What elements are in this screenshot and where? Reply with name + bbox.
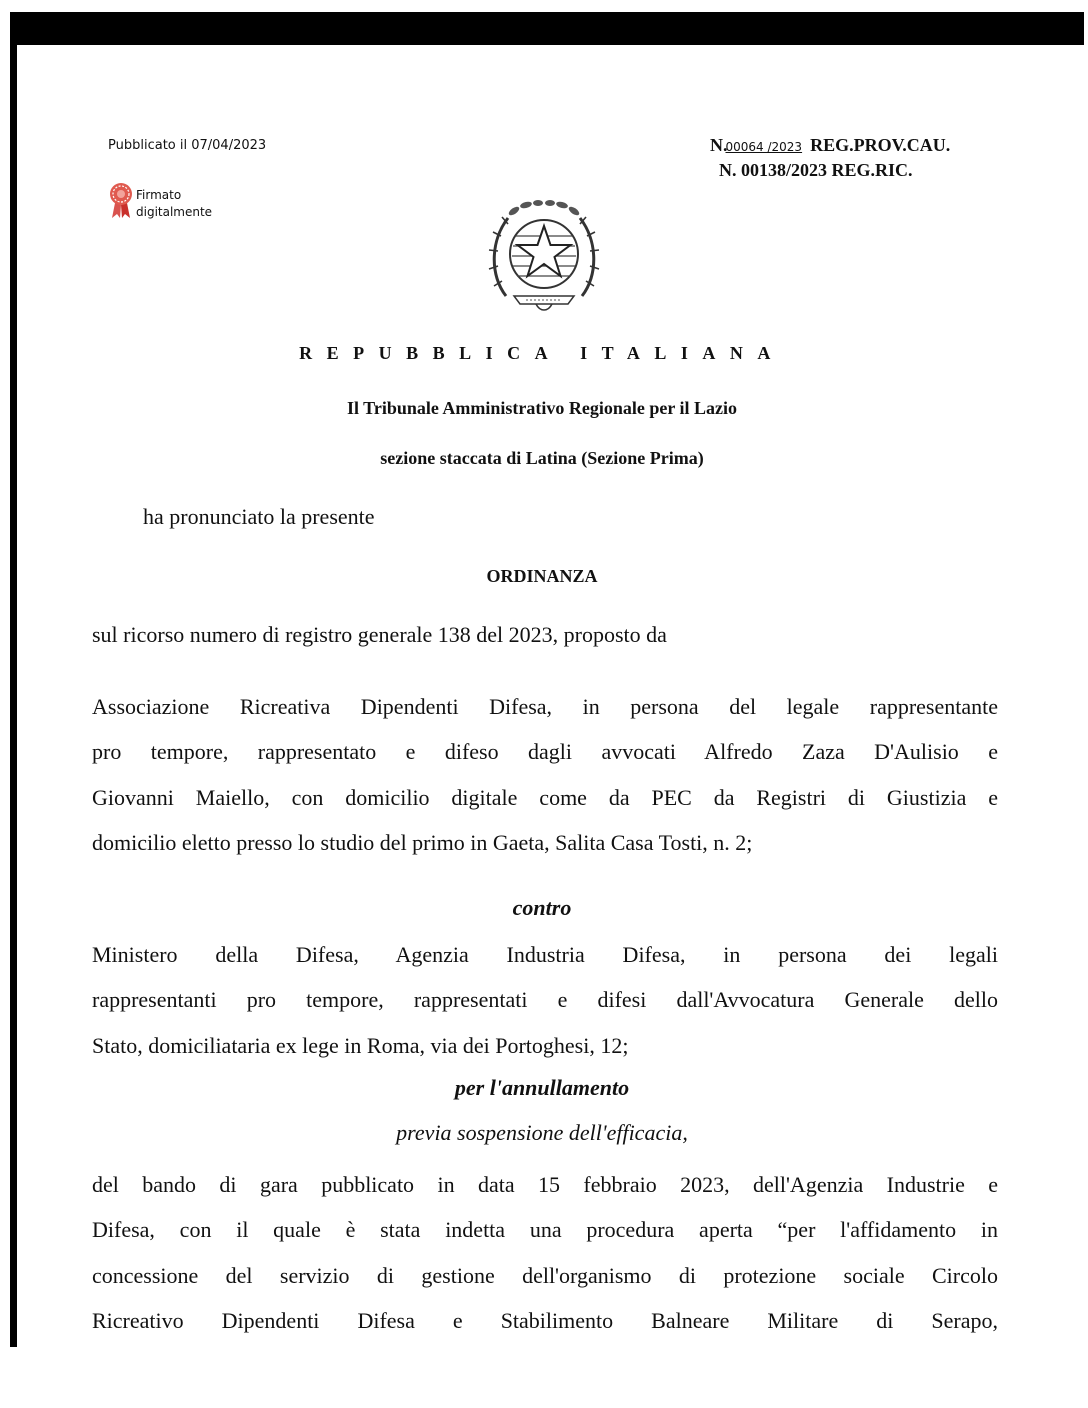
ricorso-line: sul ricorso numero di registro generale 138 del 2023, proposto da bbox=[92, 622, 667, 647]
text-line: Giovanni Maiello, con domicilio digitale come da PEC da Registri di Giustizia e bbox=[92, 784, 998, 810]
text-line: pro tempore, rappresentato e difeso dagli avvocati Alfredo Zaza D'Aulisio e bbox=[92, 739, 998, 765]
resistente-paragraph bbox=[92, 932, 998, 1068]
top-border-bar bbox=[10, 12, 1084, 45]
italian-republic-emblem-icon bbox=[486, 196, 602, 314]
annullamento-heading: per l'annullamento bbox=[454, 1075, 630, 1100]
text-line: concessione del servizio di gestione dell'organismo di protezione sociale Circolo bbox=[92, 1262, 998, 1288]
court-section: sezione staccata di Latina (Sezione Prima) bbox=[380, 448, 704, 468]
text-line: del bando di gara pubblicato in data 15 febbraio 2023, dell'Agenzia Industrie e bbox=[92, 1172, 998, 1197]
text-line: Stato, domiciliataria ex lege in Roma, via dei Portoghesi, 12; bbox=[92, 1032, 629, 1058]
reg-ric-number: N. 00138/2023 REG.RIC. bbox=[719, 160, 913, 180]
text-line: domicilio eletto presso lo studio del primo in Gaeta, Salita Casa Tosti, n. 2; bbox=[92, 829, 753, 855]
left-border-bar bbox=[10, 12, 17, 1347]
court-name: Il Tribunale Amministrativo Regionale per il Lazio bbox=[346, 398, 737, 418]
text-line: Ministero della Difesa, Agenzia Industria Difesa, in persona dei legali bbox=[92, 942, 998, 967]
text-line: Ricreativo Dipendenti Difesa e Stabilimento Balneare Militare di Serapo, bbox=[92, 1307, 998, 1333]
reg-prov-cau-number: N.00064 /2023 REG.PROV.CAU. bbox=[710, 135, 951, 155]
text-line: rappresentanti pro tempore, rappresentati e difesi dall'Avvocatura Generale dello bbox=[92, 987, 998, 1013]
digital-signature-label: Firmato digitalmente bbox=[136, 188, 213, 219]
text-line: Associazione Ricreativa Dipendenti Difesa, in persona del legale rappresentante bbox=[92, 694, 998, 719]
sospensione-subheading: previa sospensione dell'efficacia, bbox=[396, 1120, 688, 1145]
contro-heading: contro bbox=[512, 895, 572, 920]
text-line: Difesa, con il quale è stata indetta una procedura aperta “per l'affidamento in bbox=[92, 1217, 998, 1243]
pronounced-line: ha pronunciato la presente bbox=[143, 504, 375, 529]
ricorrente-paragraph bbox=[92, 684, 998, 865]
oggetto-paragraph bbox=[92, 1162, 998, 1343]
digital-signature-seal-icon bbox=[107, 181, 135, 219]
republic-heading: REPUBBLICA ITALIANA bbox=[299, 343, 785, 363]
document-type-heading: ORDINANZA bbox=[486, 566, 598, 586]
publication-date: Pubblicato il 07/04/2023 bbox=[108, 138, 267, 153]
